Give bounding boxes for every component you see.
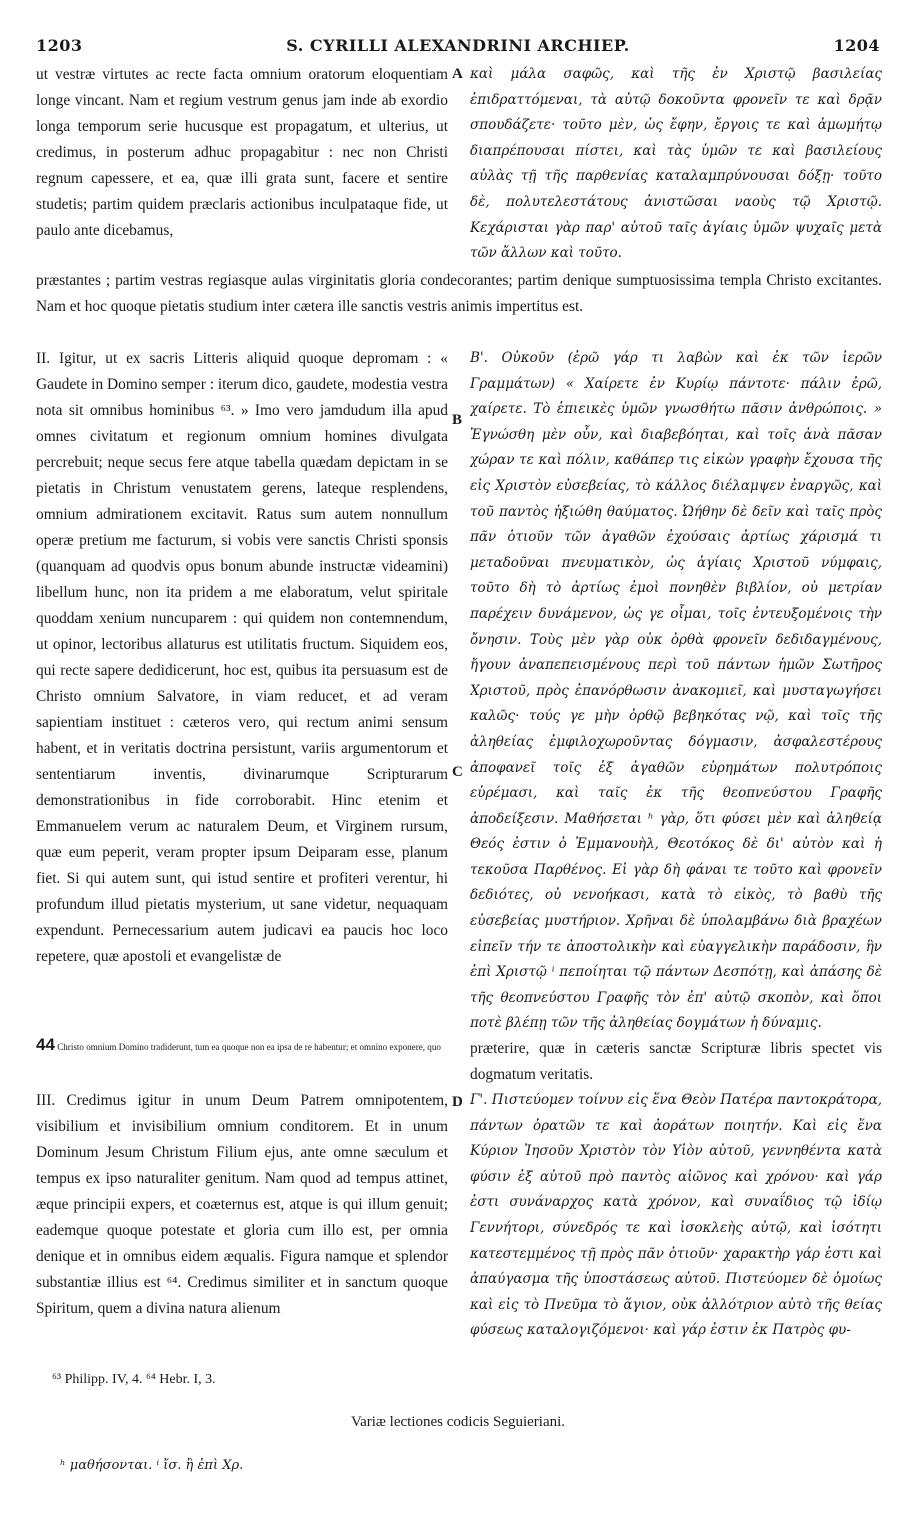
variae-lectiones-title: Variæ lectiones codicis Seguieriani. <box>350 1414 566 1430</box>
latin-continuation <box>36 1036 448 1062</box>
scripture-footnotes: ⁶³ Philipp. IV, 4. ⁶⁴ Hebr. I, 3. <box>52 1372 216 1387</box>
greek-text-b: Β'. Οὐκοῦν (ἐρῶ γάρ τι λαβὼν καὶ ἐκ τῶν ἱερῶν Γραμμάτων) « Χαίρετε ἐν Κυρίῳ πάντοτε· πάλιν ἐρῶ, χαίρετε. Τὸ ἐπιεικὲς ὑμῶν γνωσθήτω πᾶσιν ἀνθρώποις. » Ἐγνώσθη μὲν οὖν, καὶ διαβεβόηται, καὶ τοῖς ἀνὰ πᾶσαν χώραν τε καὶ πόλιν, καθάπερ τις εἰκὼν γραφὴν ἔχουσα τῆς εἰς Χριστὸν εὐσεβείας, τὸ κάλλος διέλαμψεν ἐναργῶς, καὶ τοῦ παντὸς ἠξιώθη θαύματος. Ὠήθην δὲ δεῖν καὶ ταῖς πρὸς πᾶν ὁτιοῦν τῶν ἀγαθῶν ἐχούσαις ἀρτίως χάρισμά τι μεταδοῦναι πνευματικὸν, ὡς ἁγίαις Χριστοῦ νύμφαις, τοῦτο δὴ τὸ ἀρτίως ἐμοὶ πονηθὲν βιβλίον, οὐ μετρίαν παρέχειν δυνάμενον, ὡς γε οἶμαι, τοῖς ἐντευξομένοις τὴν ὄνησιν. Τοὺς μὲν γὰρ οὐκ ὀρθὰ φρονεῖν δεδιδαγμένους, ἤγουν ἀναπεπεισμένους περὶ τοῦ πάντων ἡμῶν Σωτῆρος Χριστοῦ, πρὸς ἐπανόρθωσιν ἀνακομιεῖ, καὶ μυσταγωγήσει καλῶς· τούς γε μὴν ὀρθῷ βεβηκότας νῷ, καὶ τοῖς τῆς ἀληθείας ἐμφιλοχωροῦντας δόγμασιν, ἀσφαλεστέρους ἀποφανεῖ τοῖς ἐξ ἀγαθῶν εὑρημάτων πολυτρόποις εὑρέμασι, καὶ ταῖς ἐκ τῆς θεοπνεύστου Γραφῆς ἀποδείξεσιν. Μαθήσεται ʰ γὰρ, ὅτι φύσει μὲν καὶ ἀληθείᾳ Θεός ἐστιν ὁ Ἐμμανουὴλ, Θεοτόκος δὲ δι' αὐτὸν καὶ ἡ τεκοῦσα Παρθένος. Εἰ γὰρ δὴ φάναι τε τοῦτο καὶ φρονεῖν δεδιότες, οὐ νενοήκασι, κατὰ τὸ εἰκὸς, τὸ βαθὺ τῆς εὐσεβείας μυστήριον. Χρῆναι δὲ ὑπολαμβάνω διὰ βραχέων εἰπεῖν τήν τε ἀποστολικὴν καὶ εὐαγγελικὴν παράδοσιν, ἣν ἐπὶ Χριστῷ ⁱ πεποίηται τῷ πάντων Δεσπότῃ, καὶ ἁπάσης δὲ τῆς θεοπνεύστου Γραφῆς τὸν ἐπ' αὐτῷ σκοπὸν, καὶ ὅποι ποτὲ βλέπῃ τῶν τῆς ἀληθείας δογμάτων ἡ δύναμις. <box>470 350 882 1032</box>
section-marker-a: A <box>452 66 463 82</box>
latin-text-b: II. Igitur, ut ex sacris Litteris aliquid quoque depromam : « Gaudete in Domino semper : iterum dico, gaudete, modestia vestra nota sit omnibus hominibus ⁶³. » Imo vero jamdudum illa apud omnes civitatum et regionum omnium homines divulgata percrebuit; neque secus fere atque tabella quædam depictam in se pietatis in Christum venustatem gerens, lateque resplendens, omnium admirationem excitavit. Ratus sum autem nonnullum operæ pretium me facturum, si vobis vere sanctis Christi sponsis (quanquam ad quodvis opus bonum abunde instructæ videamini) libellum hunc, non ita pridem a me elaboratum, velut spiritale quoddam xenium nuncuparem : qui quidem non contemnendum, ut opinor, lectoribus allaturus est utilitatis fructum. Siquidem eos, qui recte sapere dedidicerunt, hoc est, quibus ita persuasum est de Christo omnium Salvatore, in viam reducet, et ad veram sapientiam instituet : cæteros vero, qui rectum animi sensum habent, et in veritatis doctrina persistunt, variis argumentorum et sententiarum inventis, divinarumque Scripturarum demonstrationibus in fide corroborabit. Hinc etenim et Emmanuelem verum ac naturalem Deum, et Virginem rursum, quæ eum peperit, veram propter ipsum Deiparam esse, planum fiet. Si qui autem sunt, qui istud sentire et profiteri verentur, hi profundum illud pietatis mysterium, ut sane videtur, nequaquam expendunt. Pernecessarium autem judicavi ea paucis hoc loco repetere, quæ apostoli et evangelistæ de <box>36 350 448 965</box>
latin-text-full: præstantes ; partim vestras regiasque aulas virginitatis gloria condecorantes; partim denique sumptuosissima templa Christo excitantes. Nam et hoc quoque pietatis studium inter cætera ille sanctis vestris animis impertitus est. <box>36 272 882 315</box>
latin-column-b <box>36 346 448 1062</box>
page-number-right: 1204 <box>833 36 880 55</box>
page-number-left: 1203 <box>36 36 83 55</box>
greek-text-d: Γ'. Πιστεύομεν τοίνυν εἰς ἕνα Θεὸν Πατέρα παντοκράτορα, πάντων ὁρατῶν τε καὶ ἀοράτων ποιητήν. Καὶ εἰς ἕνα Κύριον Ἰησοῦν Χριστὸν τὸν Υἱὸν αὐτοῦ, γεννηθέντα κατὰ φύσιν ἐξ αὐτοῦ πρὸ παντὸς αἰῶνος καὶ χρόνου· καὶ γάρ ἐστι συνάναρχος κατὰ χρόνον, καὶ συναΐδιος τῷ ἰδίῳ Γεννήτορι, σύνεδρός τε καὶ ἰσοκλεὴς αὐτῷ, καὶ ἰσότητι κατεστεμμένος τῇ πρὸς πᾶν ὁτιοῦν· χαρακτὴρ γάρ ἐστι καὶ ἀπαύγασμα τῆς ὑποστάσεως αὐτοῦ. Πιστεύομεν δὲ ὁμοίως καὶ εἰς τὸ Πνεῦμα τὸ ἅγιον, οὐκ ἀλλότριον αὐτὸ τῆς θείας φύσεως καταλογιζόμενοι· καὶ γάρ ἐστιν ἐκ Πατρὸς φυ- <box>470 1092 882 1339</box>
greek-column-d <box>470 1088 882 1352</box>
latin-text-b-after-number: Christo omnium Domino tradiderunt, tum ea quoque non ea ipsa de re habentur; et omnino exponere, quo <box>57 1042 441 1052</box>
greek-text-a: καὶ μάλα σαφῶς, καὶ τῆς ἐν Χριστῷ βασιλείας ἐπιδραττόμεναι, τὰ αὐτῷ δοκοῦντα φρονεῖν τε καὶ δρᾷν σπουδάζετε· τοῦτο μὲν, ὡς ἔφην, ἔργοις τε καὶ ἀμωμήτῳ διαπρέπουσαι πίστει, καὶ τὰς ὑμῶν τε καὶ βασιλείους αὐλὰς τῇ τῆς παρθενίας καταλαμπρύνουσαι δόξῃ· τοῦτο δὲ, πολυτελεστάτους ἀνιστῶσαι ναοὺς τῷ Χριστῷ. Κεχάρισται γὰρ παρ' αὐτοῦ ταῖς ἁγίαις ὑμῶν ψυχαῖς μετὰ τῶν ἄλλων καὶ τοῦτο. <box>470 66 882 262</box>
variae-lectiones-notes: ʰ μαθήσονται. ⁱ ἴσ. ἣ ἐπὶ Χρ. <box>60 1458 244 1473</box>
latin-text-bridge: præterire, quæ in cæteris sanctæ Scripturæ libris spectet vis dogmatum veritatis. <box>470 1040 882 1083</box>
greek-column-a <box>470 62 882 268</box>
latin-text-a: ut vestræ virtutes ac recte facta omnium oratorum eloquentiam longe vincant. Nam et regium vestrum genus jam inde ab exordio longa temporum serie hucusque est propagatum, et ulterius, ut credimus, in posterum adhuc propagabitur : nec non Christi regnum capessere, et ea, quæ illi grata sunt, facere et sentire studetis; partim quidem præclaris actionibus inculpataque fide, ut paulo ante dicebamus, <box>36 66 448 239</box>
section-marker-c: C <box>452 764 463 780</box>
latin-column-d <box>36 1088 448 1352</box>
running-title: S. CYRILLI ALEXANDRINI ARCHIEP. <box>286 36 630 55</box>
greek-column-b <box>470 346 882 1036</box>
section-marker-d: D <box>452 1094 463 1110</box>
latin-bridge-right <box>470 1036 882 1088</box>
latin-full-width-paragraph <box>36 268 882 346</box>
inline-page-number: 44 <box>36 1036 55 1054</box>
section-marker-b: B <box>452 412 463 428</box>
latin-text-d: III. Credimus igitur in unum Deum Patrem omnipotentem, visibilium et invisibilium omnium conditorem. Et in unum Dominum Jesum Christum Filium ejus, ante omne sæculum et tempus ex ipso naturaliter genitum. Nam quod ad tempus attinet, æque principii expers, et coæternus est, atque is qui illum genuit; eademque quoque potestate et gloria cum illo est, per omnia denique et in omnibus eidem æqualis. Figura namque et splendor substantiæ illius est ⁶⁴. Credimus similiter et in sanctum quoque Spiritum, quem a divina natura alienum <box>36 1092 448 1317</box>
latin-column-a <box>36 62 448 268</box>
